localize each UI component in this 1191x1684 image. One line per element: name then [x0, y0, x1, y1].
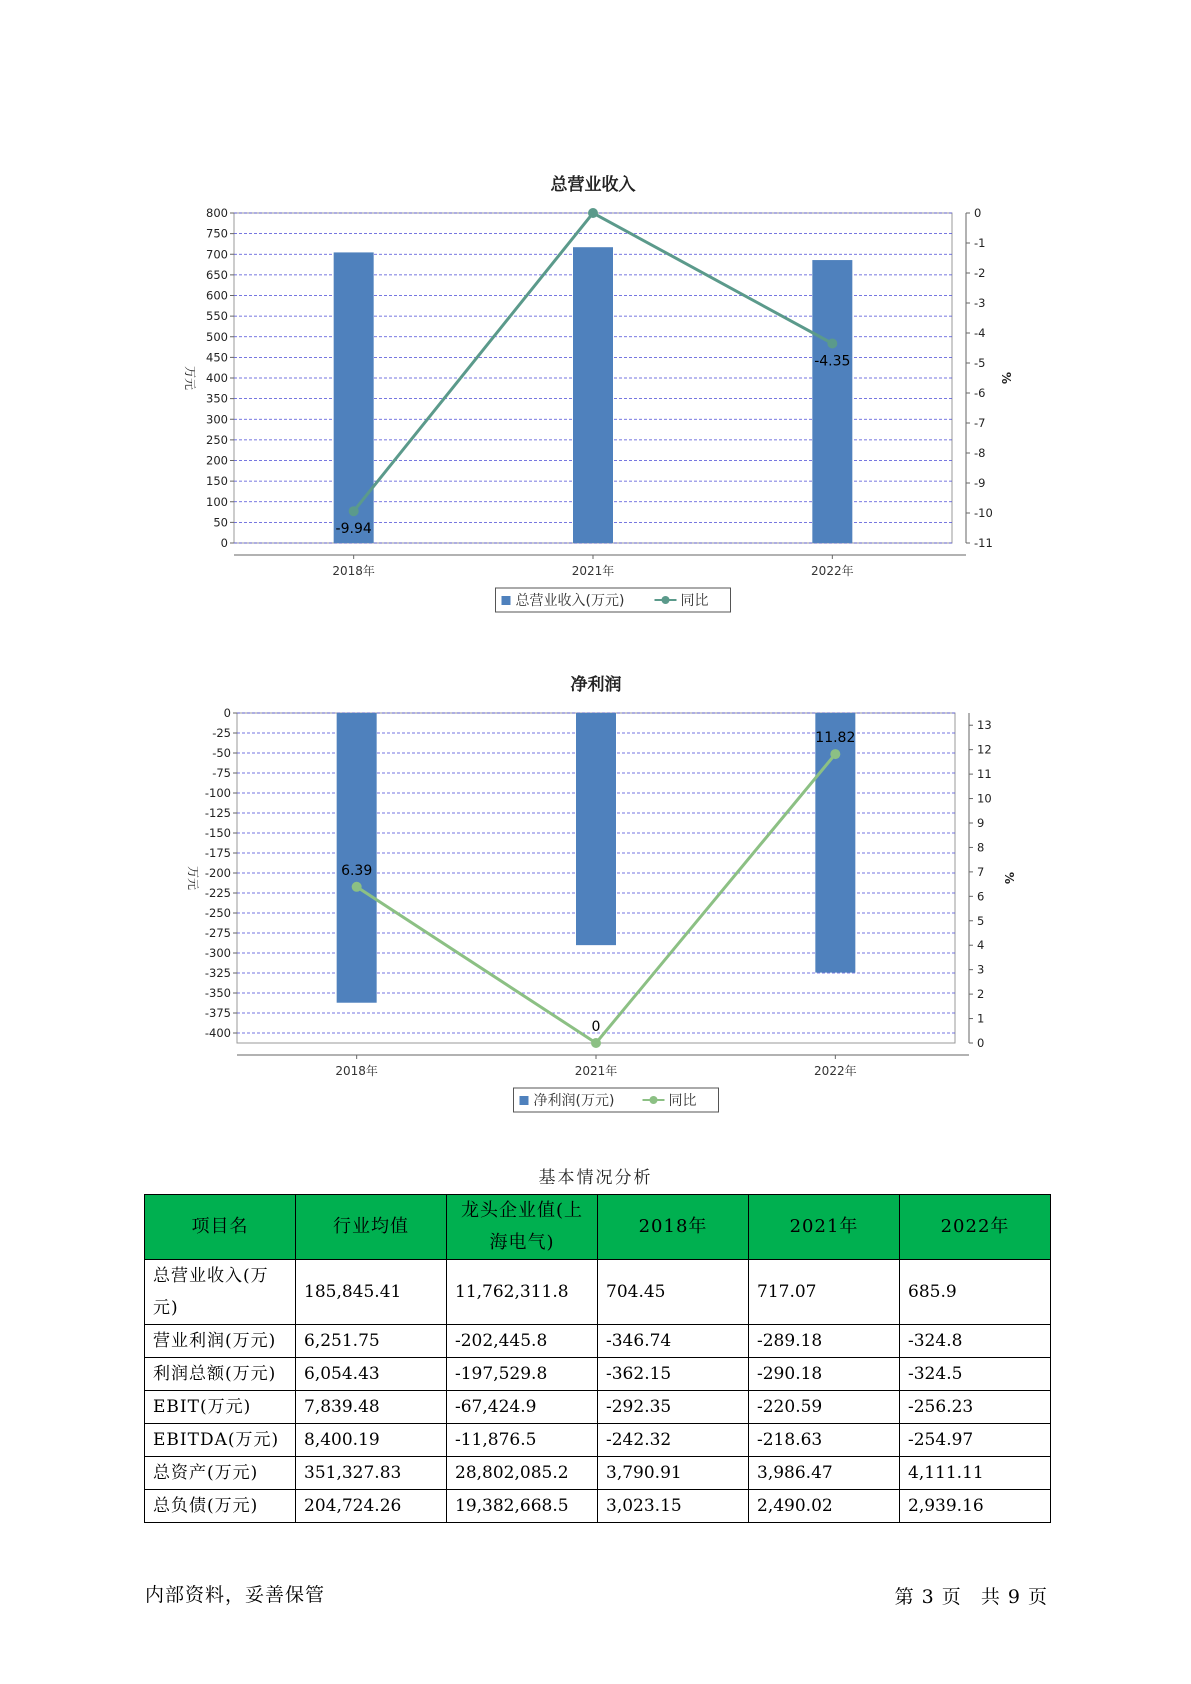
y2-tick-label: 12	[977, 742, 992, 757]
y-tick-label: 450	[206, 350, 228, 365]
y-axis-label: 万元	[186, 865, 200, 891]
table-cell: 6,054.43	[296, 1358, 447, 1391]
table-cell: -67,424.9	[447, 1391, 598, 1424]
table-header-cell: 行业均值	[296, 1195, 447, 1260]
table-cell: 28,802,085.2	[447, 1457, 598, 1490]
table-cell: 185,845.41	[296, 1260, 447, 1325]
row-name-cell: 总资产(万元)	[145, 1457, 296, 1490]
y-tick-label: -50	[212, 746, 231, 760]
y2-tick-label: -1	[974, 236, 986, 250]
y-tick-label: -175	[204, 846, 231, 860]
table-cell: 717.07	[749, 1260, 900, 1325]
data-label: 6.39	[341, 862, 373, 879]
legend-bar-swatch	[520, 1096, 529, 1105]
y-tick-label: 700	[206, 247, 228, 262]
legend-bar-label: 总营业收入(万元)	[515, 593, 625, 609]
y2-tick-label: 0	[977, 1036, 985, 1050]
y2-tick-label: 10	[977, 791, 992, 806]
x-tick-label: 2021年	[574, 1064, 618, 1078]
y-tick-label: 250	[206, 432, 228, 447]
y-tick-label: -300	[204, 946, 231, 960]
table-cell: 2,939.16	[900, 1490, 1051, 1523]
footer-page-number	[891, 1582, 1051, 1609]
data-label: -9.94	[335, 521, 372, 538]
table-cell: 685.9	[900, 1260, 1051, 1325]
net-profit-chart	[0, 660, 1191, 1130]
y-tick-label: 50	[213, 515, 228, 530]
net-profit-chart-svg	[0, 660, 1191, 1130]
table-row	[145, 1325, 1051, 1358]
table-cell: 8,400.19	[296, 1424, 447, 1457]
bar	[573, 247, 613, 543]
table-row	[145, 1391, 1051, 1424]
data-label: -4.35	[814, 353, 851, 370]
y2-tick-label: 1	[977, 1011, 985, 1026]
bar	[576, 713, 616, 945]
y-tick-label: 800	[206, 206, 228, 220]
y2-tick-label: 11	[977, 767, 992, 782]
table-row	[145, 1358, 1051, 1391]
y2-tick-label: -8	[974, 446, 986, 460]
line-point	[349, 506, 359, 516]
line-point	[830, 749, 840, 759]
y-tick-label: -100	[204, 786, 231, 800]
table-cell: -289.18	[749, 1325, 900, 1358]
footer-confidential-note: 内部资料，妥善保管	[145, 1584, 326, 1606]
y2-tick-label: -4	[974, 326, 986, 340]
page-total: 9	[1007, 1586, 1020, 1608]
y2-tick-label: -11	[974, 536, 993, 550]
table-row	[145, 1457, 1051, 1490]
y-tick-label: 550	[206, 309, 228, 324]
table-cell: -242.32	[598, 1424, 749, 1457]
y2-tick-label: 5	[977, 913, 985, 928]
table-cell: -202,445.8	[447, 1325, 598, 1358]
table-cell: 3,790.91	[598, 1457, 749, 1490]
y-tick-label: 0	[220, 536, 228, 550]
y-tick-label: 400	[206, 371, 228, 385]
y2-axis-label: %	[999, 371, 1013, 385]
y2-tick-label: 8	[977, 840, 985, 855]
y2-tick-label: -9	[974, 476, 986, 490]
y-tick-label: -325	[204, 966, 231, 980]
x-tick-label: 2021年	[571, 564, 615, 578]
y-tick-label: 500	[206, 329, 228, 344]
y2-axis-label: %	[1002, 871, 1016, 885]
table-cell: -197,529.8	[447, 1358, 598, 1391]
data-label: 11.82	[815, 730, 856, 747]
y-axis-label: 万元	[183, 365, 197, 391]
y-tick-label: -225	[204, 886, 231, 900]
table-header-cell: 项目名	[145, 1195, 296, 1260]
y-tick-label: -350	[204, 986, 231, 1000]
table-header-cell: 龙头企业值(上海电气)	[447, 1195, 598, 1260]
y-tick-label: -25	[212, 726, 231, 740]
line-point	[591, 1038, 601, 1048]
row-name-cell: 总负债(万元)	[145, 1490, 296, 1523]
page-total-prefix: 共	[980, 1586, 1000, 1608]
basic-analysis-table	[144, 1194, 1051, 1523]
table-cell: 11,762,311.8	[447, 1260, 598, 1325]
table-cell: -220.59	[749, 1391, 900, 1424]
y2-tick-label: 7	[977, 864, 985, 879]
y2-tick-label: 4	[977, 938, 985, 953]
y-tick-label: 100	[206, 494, 228, 509]
y2-tick-label: -2	[974, 266, 986, 280]
bar	[334, 252, 374, 543]
revenue-chart	[0, 160, 1191, 630]
y2-tick-label: 3	[977, 962, 985, 977]
table-cell: 204,724.26	[296, 1490, 447, 1523]
table-row	[145, 1424, 1051, 1457]
y-tick-label: -375	[204, 1006, 231, 1020]
legend-bar-swatch	[502, 596, 511, 605]
y-tick-label: -400	[204, 1026, 231, 1040]
y-tick-label: 0	[223, 706, 231, 720]
y2-tick-label: 2	[977, 987, 985, 1002]
y2-tick-label: -6	[974, 386, 986, 400]
table-cell: -324.5	[900, 1358, 1051, 1391]
y2-tick-label: -7	[974, 416, 986, 430]
y-tick-label: 150	[206, 474, 228, 489]
table-cell: -254.97	[900, 1424, 1051, 1457]
table-cell: -256.23	[900, 1391, 1051, 1424]
legend-bar-label: 净利润(万元)	[533, 1093, 615, 1109]
table-cell: 351,327.83	[296, 1457, 447, 1490]
legend-line-label: 同比	[668, 1093, 697, 1109]
y-tick-label: 750	[206, 226, 228, 241]
table-cell: 3,986.47	[749, 1457, 900, 1490]
y-tick-label: 300	[206, 412, 228, 427]
y2-tick-label: 0	[974, 206, 982, 220]
legend-line-label: 同比	[680, 593, 709, 609]
table-cell: 6,251.75	[296, 1325, 447, 1358]
chart-title: 净利润	[570, 675, 622, 695]
table-row	[145, 1260, 1051, 1325]
chart-title: 总营业收入	[550, 175, 636, 195]
line-point	[588, 208, 598, 218]
y2-tick-label: -3	[974, 296, 986, 310]
table-header-cell: 2021年	[749, 1195, 900, 1260]
y-tick-label: -150	[204, 826, 231, 840]
revenue-chart-svg	[0, 160, 1191, 630]
y-tick-label: -250	[204, 906, 231, 920]
row-name-cell: 利润总额(万元)	[145, 1358, 296, 1391]
y2-tick-label: 13	[977, 718, 992, 733]
x-tick-label: 2018年	[332, 564, 375, 578]
y-tick-label: -200	[204, 866, 231, 880]
line-point	[352, 882, 362, 892]
table-cell: 2,490.02	[749, 1490, 900, 1523]
table-cell: -362.15	[598, 1358, 749, 1391]
y-tick-label: -125	[204, 806, 231, 820]
y2-tick-label: 6	[977, 889, 985, 904]
row-name-cell: 营业利润(万元)	[145, 1325, 296, 1358]
y2-tick-label: 9	[977, 816, 985, 830]
y-tick-label: 350	[206, 391, 228, 406]
row-name-cell: 总营业收入(万元)	[145, 1260, 296, 1325]
x-tick-label: 2022年	[811, 564, 854, 578]
table-cell: 19,382,668.5	[447, 1490, 598, 1523]
y-tick-label: -275	[204, 926, 231, 940]
legend-line-marker	[662, 596, 670, 604]
table-cell: -290.18	[749, 1358, 900, 1391]
y-tick-label: 600	[206, 288, 228, 303]
table-cell: -292.35	[598, 1391, 749, 1424]
row-name-cell: EBITDA(万元)	[145, 1424, 296, 1457]
table-cell: -11,876.5	[447, 1424, 598, 1457]
line-point	[827, 339, 837, 349]
page-current: 3	[921, 1586, 934, 1608]
table-header-cell: 2022年	[900, 1195, 1051, 1260]
bar	[812, 260, 852, 543]
table-header-row	[145, 1195, 1051, 1260]
y-tick-label: 650	[206, 267, 228, 282]
y-tick-label: 200	[206, 453, 228, 468]
table-cell: 3,023.15	[598, 1490, 749, 1523]
data-label: 0	[591, 1019, 601, 1035]
y-tick-label: -75	[212, 766, 231, 780]
table-row	[145, 1490, 1051, 1523]
table-title: 基本情况分析	[538, 1168, 653, 1188]
table-cell: 7,839.48	[296, 1391, 447, 1424]
page-prefix: 第	[894, 1586, 914, 1608]
table-cell: 4,111.11	[900, 1457, 1051, 1490]
y2-tick-label: -10	[974, 506, 993, 520]
table-cell: -324.8	[900, 1325, 1051, 1358]
table-cell: -218.63	[749, 1424, 900, 1457]
table-cell: -346.74	[598, 1325, 749, 1358]
x-tick-label: 2022年	[814, 1064, 857, 1078]
legend-line-marker	[650, 1096, 658, 1104]
page-mid: 页	[941, 1586, 961, 1608]
table-header-cell: 2018年	[598, 1195, 749, 1260]
bar	[337, 713, 377, 1003]
row-name-cell: EBIT(万元)	[145, 1391, 296, 1424]
y2-tick-label: -5	[974, 356, 986, 370]
page-suffix: 页	[1027, 1586, 1047, 1608]
x-tick-label: 2018年	[335, 1064, 378, 1078]
table-cell: 704.45	[598, 1260, 749, 1325]
